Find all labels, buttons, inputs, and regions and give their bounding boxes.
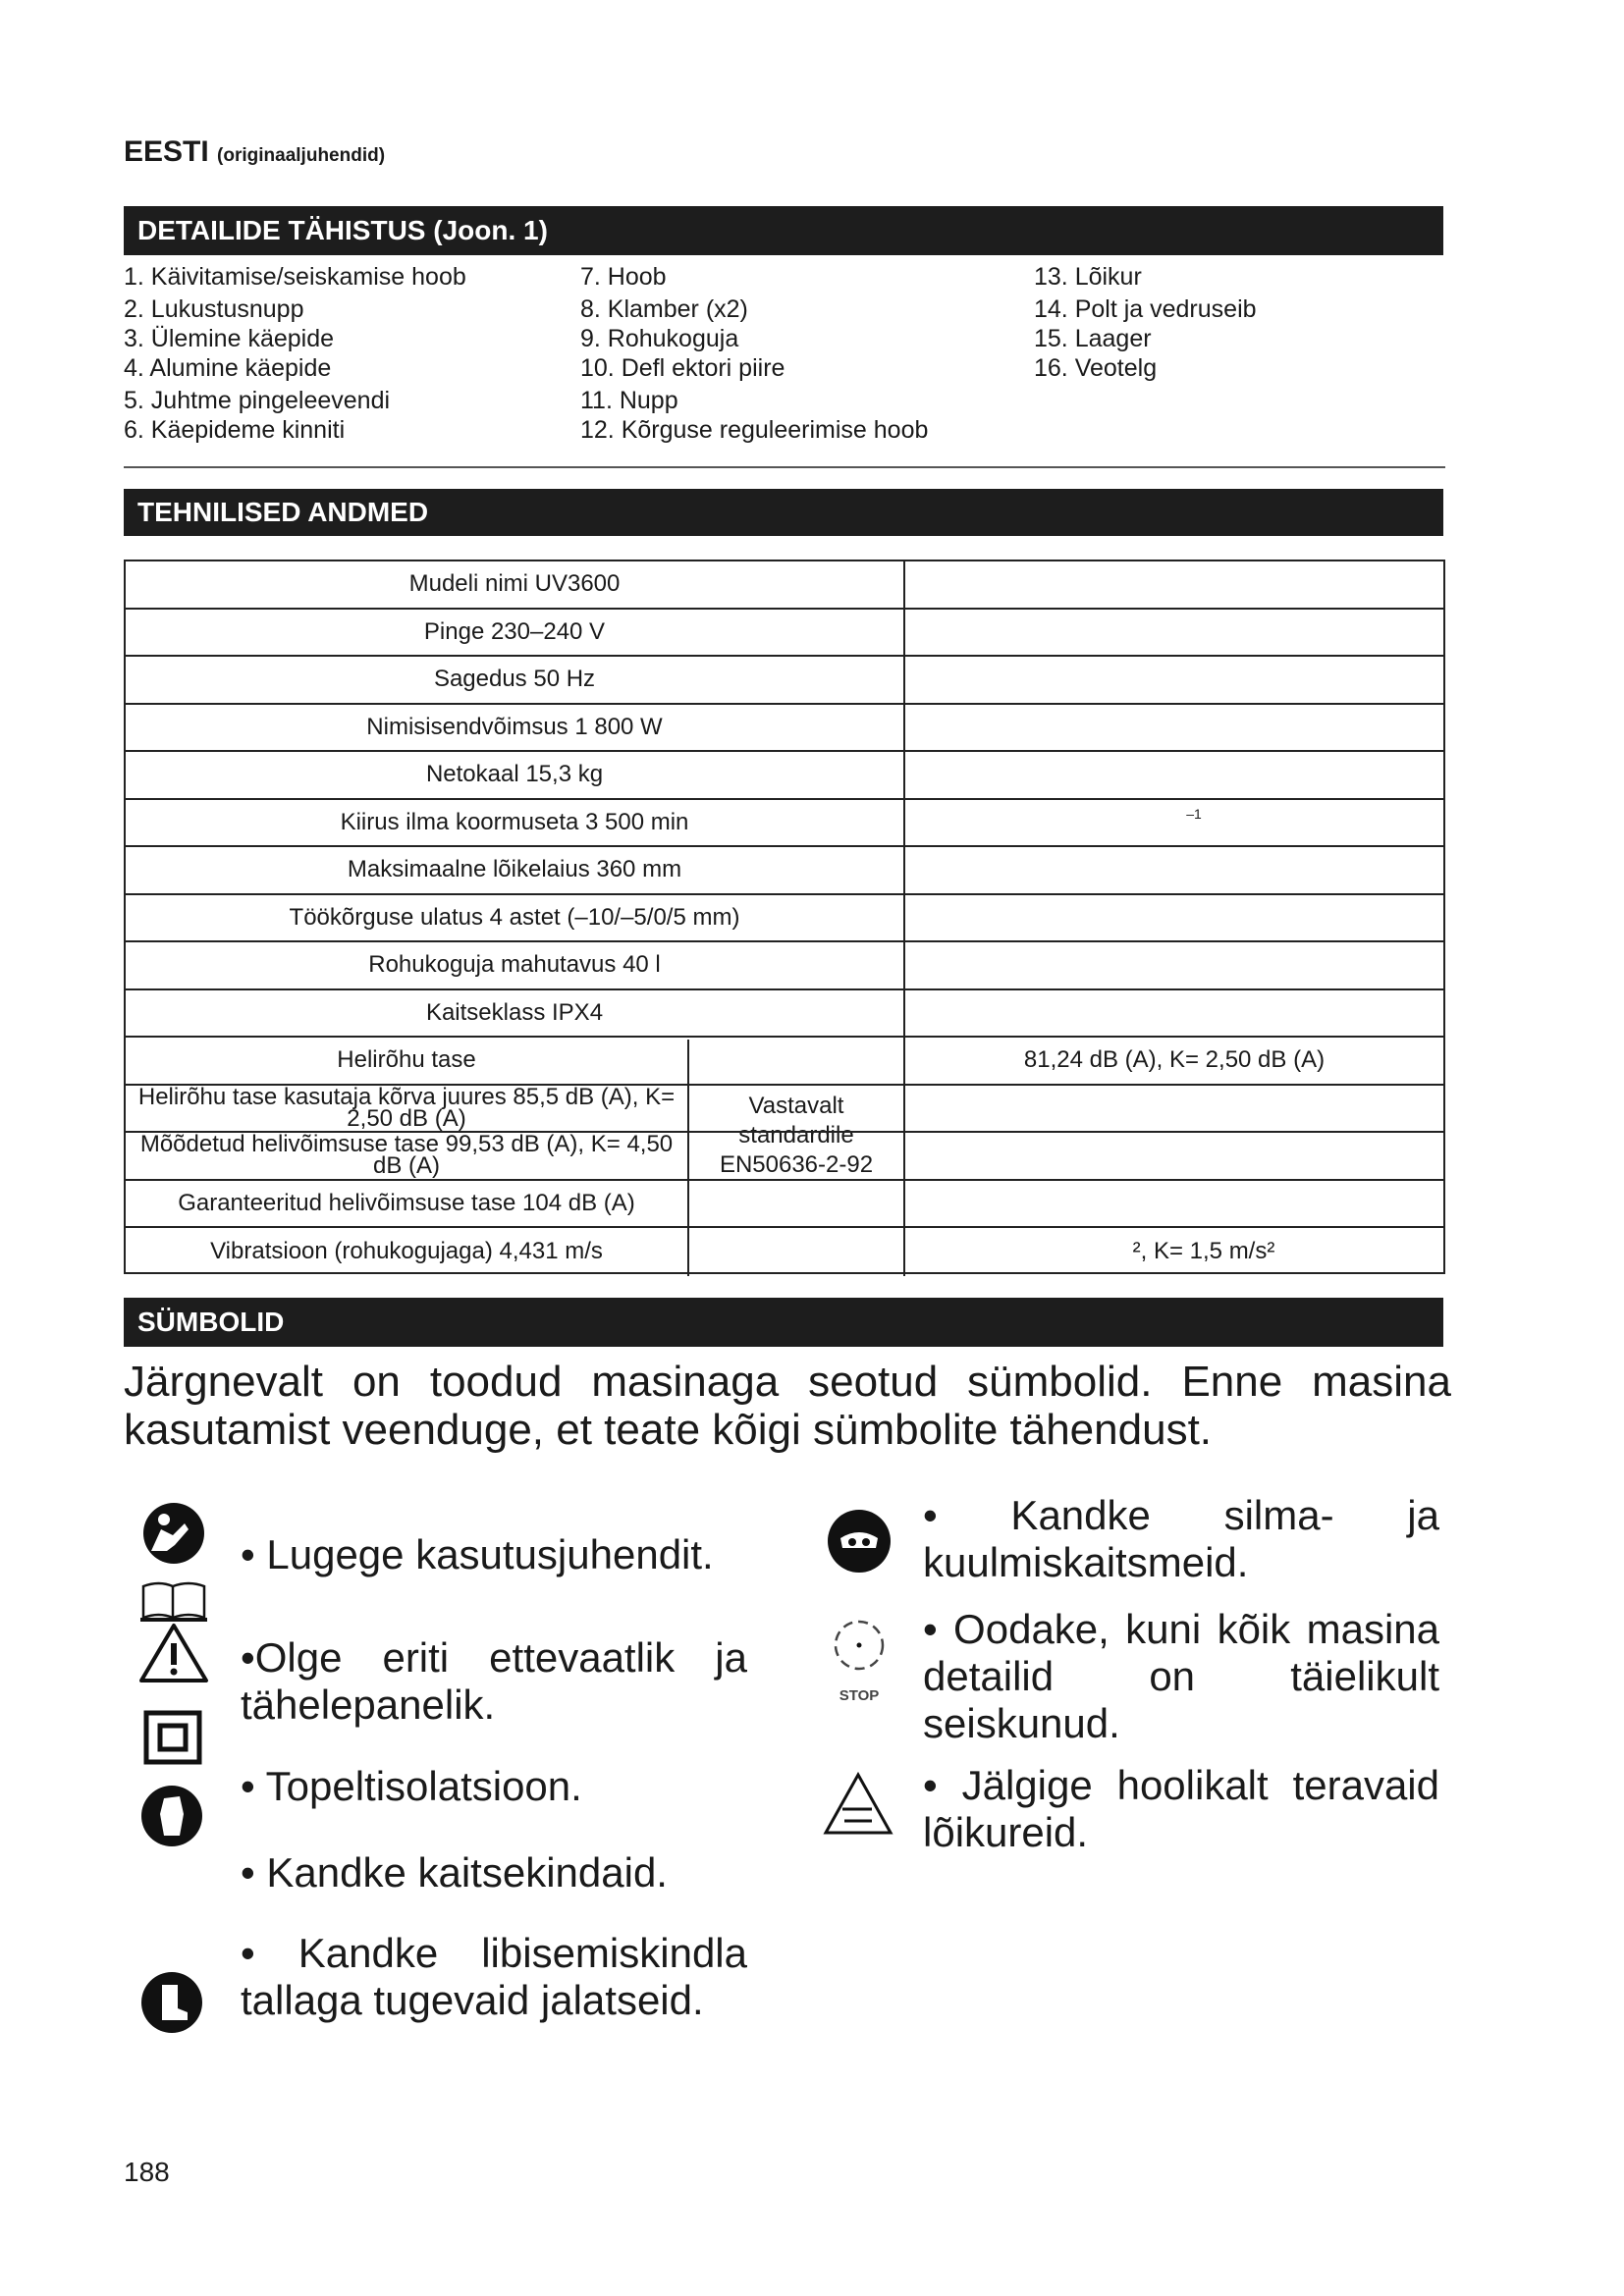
symbol-description: •Olge eriti ettevaatlik ja tähelepanelik.: [241, 1634, 747, 1728]
spec-value: [903, 942, 1443, 988]
warning-icon: [138, 1622, 209, 1684]
safety-boots-icon: [140, 1971, 203, 2034]
spec-label: Pinge 230–240 V: [423, 617, 606, 645]
symbol-description: • Oodake, kuni kõik masina detailid on täielikult seiskunud.: [923, 1606, 1439, 1746]
eye-ear-protection-icon: [827, 1509, 892, 1574]
spec-value: [903, 895, 1443, 941]
page-number: 188: [124, 2157, 170, 2187]
part-item: 6. Käepideme kinniti: [124, 416, 346, 444]
language-heading: [124, 135, 385, 169]
spec-row: [126, 1228, 1443, 1276]
symbol-description: • Kandke kaitsekindaid.: [241, 1849, 668, 1896]
read-manual-icon: [137, 1502, 210, 1624]
spec-value: [903, 657, 1443, 703]
spec-value: [903, 990, 1443, 1037]
spec-value: [903, 752, 1443, 798]
spec-label: Mõõdetud helivõimsuse tase 99,53 dB (A), K= 4,50 dB (A): [139, 1133, 674, 1179]
spec-row: [126, 1086, 1443, 1134]
symbol-description: • Kandke libisemiskindla tallaga tugevaid jalatseid.: [241, 1930, 747, 2023]
parts-section-header: [124, 206, 1443, 255]
double-insulation-icon: [143, 1710, 202, 1765]
spec-label: Helirõhu tase kasutaja kõrva juures 85,5 dB (A), K= 2,50 dB (A): [137, 1085, 676, 1131]
part-item: 1. Käivitamise/seiskamise hoob: [124, 263, 466, 291]
spec-value: [903, 1133, 1443, 1179]
spec-value: –1: [903, 800, 1443, 852]
sharp-blades-icon: [823, 1772, 893, 1837]
part-item: 10. Defl ektori piire: [580, 354, 785, 382]
part-item: 8. Klamber (x2): [580, 295, 748, 323]
spec-value: 81,24 dB (A), K= 2,50 dB (A): [903, 1038, 1443, 1084]
spec-label: Netokaal 15,3 kg: [425, 761, 604, 788]
part-item: 15. Laager: [1034, 325, 1152, 352]
language-label: EESTI: [124, 135, 209, 168]
part-item: 7. Hoob: [580, 263, 667, 291]
spec-label: Rohukoguja mahutavus 40 l: [368, 951, 661, 979]
stop-label: STOP: [839, 1687, 880, 1704]
standard-line: standardile: [738, 1122, 854, 1148]
spec-row: [126, 942, 1443, 990]
part-item: 12. Kõrguse reguleerimise hoob: [580, 416, 929, 444]
part-item: 4. Alumine käepide: [124, 354, 332, 382]
spec-label: Sagedus 50 Hz: [433, 666, 596, 693]
specs-table: [124, 560, 1445, 1274]
spec-value: [903, 847, 1443, 893]
symbol-description: • Kandke silma- ja kuulmiskaitsmeid.: [923, 1492, 1439, 1585]
gloves-icon: [140, 1785, 203, 1847]
spec-label: Maksimaalne lõikelaius 360 mm: [347, 856, 682, 883]
spec-value: [903, 1086, 1443, 1132]
specs-title: TEHNILISED ANDMED: [137, 497, 429, 527]
spec-row: [126, 1038, 1443, 1086]
spec-value: [903, 561, 1443, 608]
spec-row: [126, 990, 1443, 1039]
part-item: 2. Lukustusnupp: [124, 295, 304, 323]
spec-label: Vibratsioon (rohukogujaga) 4,431 m/s: [210, 1238, 603, 1265]
symbol-description: • Topeltisolatsioon.: [241, 1763, 582, 1809]
symbols-intro: Järgnevalt on toodud masinaga seotud sümbolid. Enne masina kasutamist veenduge, et teate kõigi sümbolite tähendust.: [124, 1358, 1451, 1454]
spec-row: [126, 705, 1443, 753]
symbol-description: • Lugege kasutusjuhendit.: [241, 1531, 714, 1577]
spec-row: [126, 752, 1443, 800]
spec-label: Mudeli nimi UV3600: [408, 570, 621, 598]
spec-label: Helirõhu tase: [337, 1046, 476, 1074]
spec-value: [903, 610, 1443, 656]
part-item: 11. Nupp: [580, 387, 678, 414]
spec-value: [903, 705, 1443, 751]
symbol-description: • Jälgige hoolikalt teravaid lõikureid.: [923, 1762, 1439, 1855]
divider: [124, 466, 1445, 468]
part-item: 3. Ülemine käepide: [124, 325, 335, 352]
symbols-title: SÜMBOLID: [137, 1307, 285, 1337]
part-item: 9. Rohukoguja: [580, 325, 739, 352]
standard-line: Vastavalt: [748, 1093, 844, 1119]
spec-row: [126, 610, 1443, 658]
spec-label: Töökõrguse ulatus 4 astet (–10/–5/0/5 mm): [289, 903, 740, 931]
standard-line: EN50636-2-92: [719, 1151, 874, 1178]
spec-row: [126, 1133, 1443, 1181]
spec-row: [126, 847, 1443, 895]
spec-row: [126, 1181, 1443, 1229]
spec-row: [126, 800, 1443, 848]
spec-row: [126, 657, 1443, 705]
parts-title: DETAILIDE TÄHISTUS (Joon. 1): [137, 215, 548, 245]
spec-label: Nimisisendvõimsus 1 800 W: [366, 713, 663, 740]
spec-label: Kaitseklass IPX4: [425, 998, 604, 1026]
wait-stop-icon: [827, 1612, 892, 1710]
part-item: 14. Polt ja vedruseib: [1034, 295, 1257, 323]
spec-row: [126, 895, 1443, 943]
symbols-section-header: [124, 1298, 1443, 1347]
spec-label: Garanteeritud helivõimsuse tase 104 dB (A): [178, 1189, 635, 1216]
specs-section-header: [124, 489, 1443, 536]
spec-row: [126, 561, 1443, 610]
spec-value: [903, 1181, 1443, 1227]
part-item: 16. Veotelg: [1034, 354, 1158, 382]
spec-value: ², K= 1,5 m/s²: [903, 1228, 1443, 1276]
spec-label: Kiirus ilma koormuseta 3 500 min: [340, 808, 689, 835]
part-item: 13. Lõikur: [1034, 263, 1142, 291]
language-subtitle: (originaaljuhendid): [217, 145, 386, 166]
part-item: 5. Juhtme pingeleevendi: [124, 387, 391, 414]
